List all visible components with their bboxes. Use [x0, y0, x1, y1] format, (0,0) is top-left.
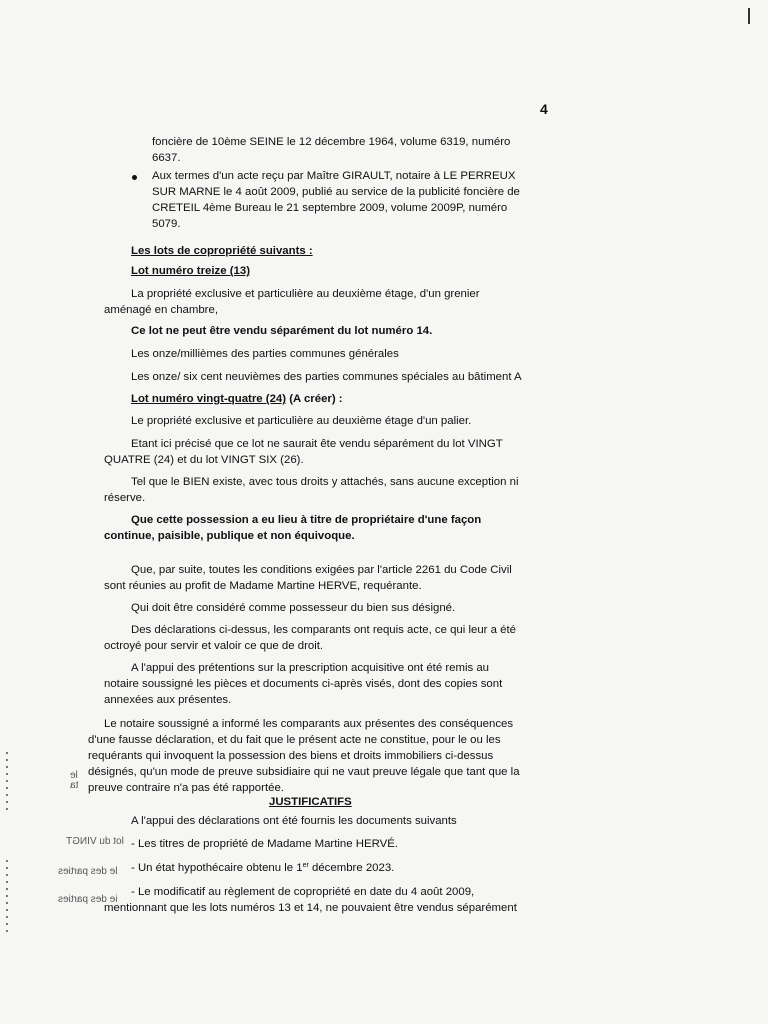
- text-line: Le propriété exclusive et particulière au deuxième étage d'un palier.: [131, 415, 472, 427]
- text-line: Des déclarations ci-dessus, les comparants ont requis acte, ce qui leur a été: [131, 624, 516, 636]
- text-line: notaire soussigné les pièces et documents ci-après visés, dont des copies sont: [104, 678, 503, 690]
- bleed-through-text: ie des parties: [58, 894, 118, 905]
- text-line: 6637.: [152, 152, 181, 164]
- list-item: [131, 860, 394, 876]
- text-line: foncière de 10ème SEINE le 12 décembre 1964, volume 6319, numéro: [152, 136, 511, 148]
- text-line: preuve contraire n'a pas été rapportée.: [88, 782, 284, 794]
- text-line: Etant ici précisé que ce lot ne saurait ête vendu séparément du lot VINGT: [131, 438, 503, 450]
- bleed-through-text: le: [70, 770, 78, 781]
- text-line: sont réunies au profit de Madame Martine HERVE, requérante.: [104, 580, 422, 592]
- text-line-bold: continue, paisible, publique et non équivoque.: [104, 530, 355, 542]
- text-line: Les onze/millièmes des parties communes générales: [131, 348, 399, 360]
- text-line: QUATRE (24) et du lot VINGT SIX (26).: [104, 454, 304, 466]
- text-line: désignés, qu'un mode de preuve subsidiaire qui ne vaut preuve légale que tant que la: [88, 766, 520, 778]
- margin-dots: [6, 752, 8, 812]
- list-item-text: - Un état hypothécaire obtenu le 1: [131, 862, 303, 874]
- lot-heading-number: Lot numéro vingt-quatre (24): [131, 393, 287, 405]
- text-line: octroyé pour servir et valoir ce que de droit.: [104, 640, 324, 652]
- text-line: La propriété exclusive et particulière au deuxième étage, d'un grenier: [131, 288, 480, 300]
- text-line-bold: Que cette possession a eu lieu à titre de propriétaire d'une façon: [131, 514, 482, 526]
- text-line: A l'appui des déclarations ont été fournis les documents suivants: [131, 815, 457, 827]
- superscript: er: [302, 862, 309, 869]
- lot-heading: Lot numéro treize (13): [131, 265, 250, 277]
- section-heading: Les lots de copropriété suivants :: [131, 245, 313, 257]
- section-heading: JUSTIFICATIFS: [269, 796, 352, 808]
- page-number: 4: [540, 101, 548, 117]
- lot-heading-note: (A créer) :: [286, 393, 343, 405]
- list-item: - Le modificatif au règlement de copropriété en date du 4 août 2009,: [131, 886, 475, 898]
- list-item: mentionnant que les lots numéros 13 et 14, ne pouvaient être vendus séparément: [104, 902, 517, 914]
- text-line: requérants qui invoquent la possession des biens et droits immobiliers ci-dessus: [88, 750, 494, 762]
- bleed-through-text: ta: [70, 780, 79, 791]
- bullet-text-line: Aux termes d'un acte reçu par Maître GIRAULT, notaire à LE PERREUX: [152, 170, 516, 182]
- bleed-through-text: le des parties: [58, 866, 118, 877]
- text-line: aménagé en chambre,: [104, 304, 218, 316]
- bullet-icon: [132, 175, 137, 180]
- lot-heading: [131, 391, 343, 407]
- bullet-text-line: SUR MARNE le 4 août 2009, publié au service de la publicité foncière de: [152, 186, 520, 198]
- text-line: Les onze/ six cent neuvièmes des parties communes spéciales au bâtiment A: [131, 371, 522, 383]
- text-line: réserve.: [104, 492, 146, 504]
- scan-edge-mark: [748, 8, 750, 24]
- list-item-text: décembre 2023.: [308, 862, 395, 874]
- list-item: - Les titres de propriété de Madame Martine HERVÉ.: [131, 838, 398, 850]
- text-line: Qui doit être considéré comme possesseur du bien sus désigné.: [131, 602, 456, 614]
- text-line: annexées aux présentes.: [104, 694, 232, 706]
- text-line-bold: Ce lot ne peut être vendu séparément du lot numéro 14.: [131, 325, 433, 337]
- margin-dots: [6, 860, 8, 935]
- bleed-through-text: lot du VINGT: [66, 836, 124, 847]
- text-line: A l'appui des prétentions sur la prescription acquisitive ont été remis au: [131, 662, 490, 674]
- text-line: d'une fausse déclaration, et du fait que le présent acte ne constitue, pour le ou les: [88, 734, 501, 746]
- bullet-text-line: 5079.: [152, 218, 181, 230]
- bullet-text-line: CRETEIL 4ème Bureau le 21 septembre 2009, volume 2009P, numéro: [152, 202, 508, 214]
- text-line: Tel que le BIEN existe, avec tous droits y attachés, sans aucune exception ni: [131, 476, 519, 488]
- text-line: Que, par suite, toutes les conditions exigées par l'article 2261 du Code Civil: [131, 564, 512, 576]
- text-line: Le notaire soussigné a informé les comparants aux présentes des conséquences: [104, 718, 514, 730]
